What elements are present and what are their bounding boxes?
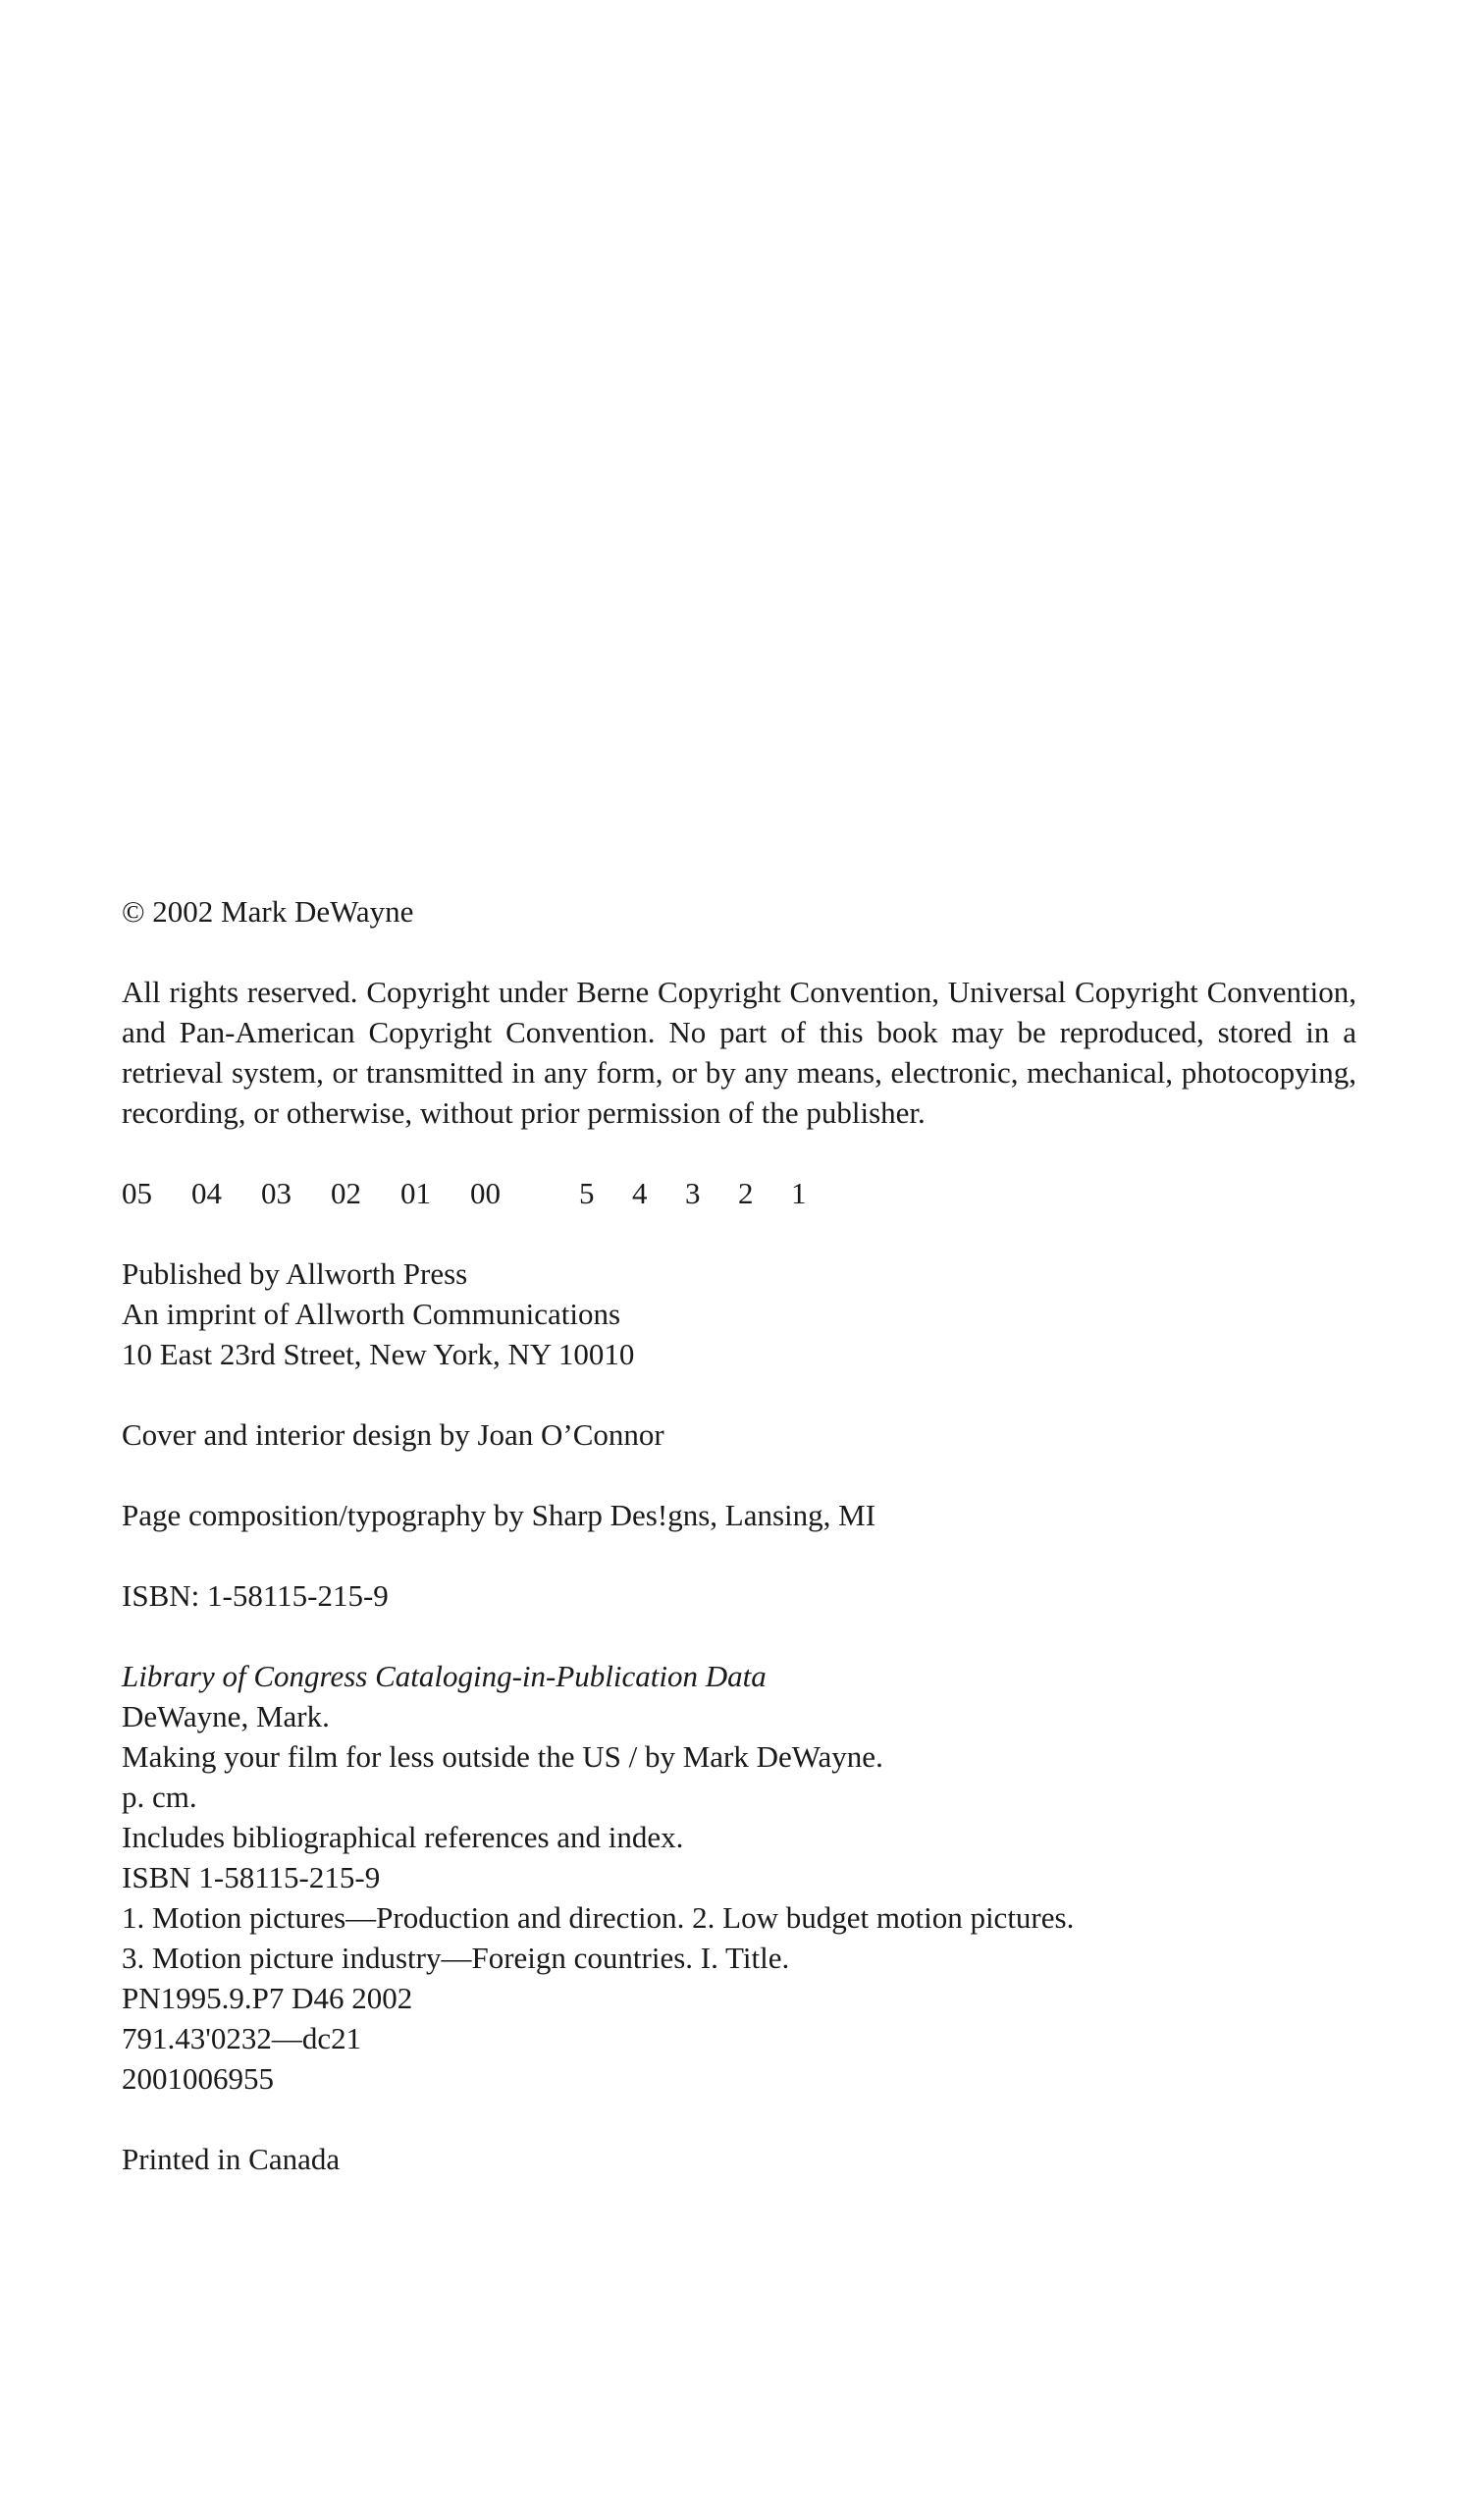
copyright-line: © 2002 Mark DeWayne: [122, 894, 414, 929]
cip-line: p. cm.: [122, 1780, 197, 1814]
cip-line: Includes bibliographical references and index.: [122, 1820, 684, 1854]
printing-numbers: [579, 1173, 844, 1213]
printing-year: 00: [470, 1176, 501, 1210]
cip-line: 3. Motion picture industry—Foreign countries. I. Title.: [122, 1941, 790, 1975]
copyright-notice: [122, 891, 1356, 932]
publisher-info: [122, 1253, 1356, 1374]
printing-year: 01: [400, 1176, 431, 1210]
printing-year: 04: [191, 1176, 222, 1210]
publisher-address: 10 East 23rd Street, New York, NY 10010: [122, 1337, 635, 1371]
cip-line: 791.43'0232—dc21: [122, 2021, 362, 2055]
isbn: [122, 1575, 1356, 1616]
cip-line: 1. Motion pictures—Production and direction. 2. Low budget motion pictures.: [122, 1900, 1075, 1935]
composition-credit: [122, 1495, 1356, 1535]
publisher-line: Published by Allworth Press: [122, 1256, 468, 1291]
printing-number: 1: [791, 1176, 807, 1210]
cip-line: PN1995.9.P7 D46 2002: [122, 1981, 413, 2015]
printed-in: [122, 2139, 1356, 2179]
design-credit-text: Cover and interior design by Joan O’Connor: [122, 1417, 664, 1452]
printing-number: 5: [579, 1176, 595, 1210]
printed-in-text: Printed in Canada: [122, 2142, 341, 2176]
printing-number: 2: [738, 1176, 754, 1210]
copyright-page: [122, 891, 1356, 2179]
printing-years: [122, 1173, 540, 1213]
composition-credit-text: Page composition/typography by Sharp Des!gns, Lansing, MI: [122, 1498, 876, 1532]
imprint-line: An imprint of Allworth Communications: [122, 1297, 621, 1331]
cip-data: [122, 1656, 1356, 2099]
isbn-text: ISBN: 1-58115-215-9: [122, 1578, 389, 1613]
printing-year: 05: [122, 1176, 152, 1210]
cip-line: Making your film for less outside the US / by Mark DeWayne.: [122, 1739, 883, 1774]
printing-line: [122, 1173, 1356, 1213]
cip-line: DeWayne, Mark.: [122, 1699, 330, 1733]
rights-paragraph: All rights reserved. Copyright under Berne Copyright Convention, Universal Copyright Convention, and Pan-American Copyright Convention. No part of this book may be reproduced, stored in a retrieval system, or transmitted in any form, or by any means, electronic, mechanical, photocopying, recording, or otherwise, without prior permission of the publisher.: [122, 975, 1356, 1130]
printing-year: 03: [261, 1176, 292, 1210]
cip-line: 2001006955: [122, 2061, 274, 2096]
cip-heading: Library of Congress Cataloging-in-Publication Data: [122, 1659, 767, 1693]
printing-number: 4: [632, 1176, 648, 1210]
cip-line: ISBN 1-58115-215-9: [122, 1860, 381, 1894]
printing-number: 3: [685, 1176, 701, 1210]
design-credit: [122, 1414, 1356, 1455]
printing-year: 02: [331, 1176, 361, 1210]
